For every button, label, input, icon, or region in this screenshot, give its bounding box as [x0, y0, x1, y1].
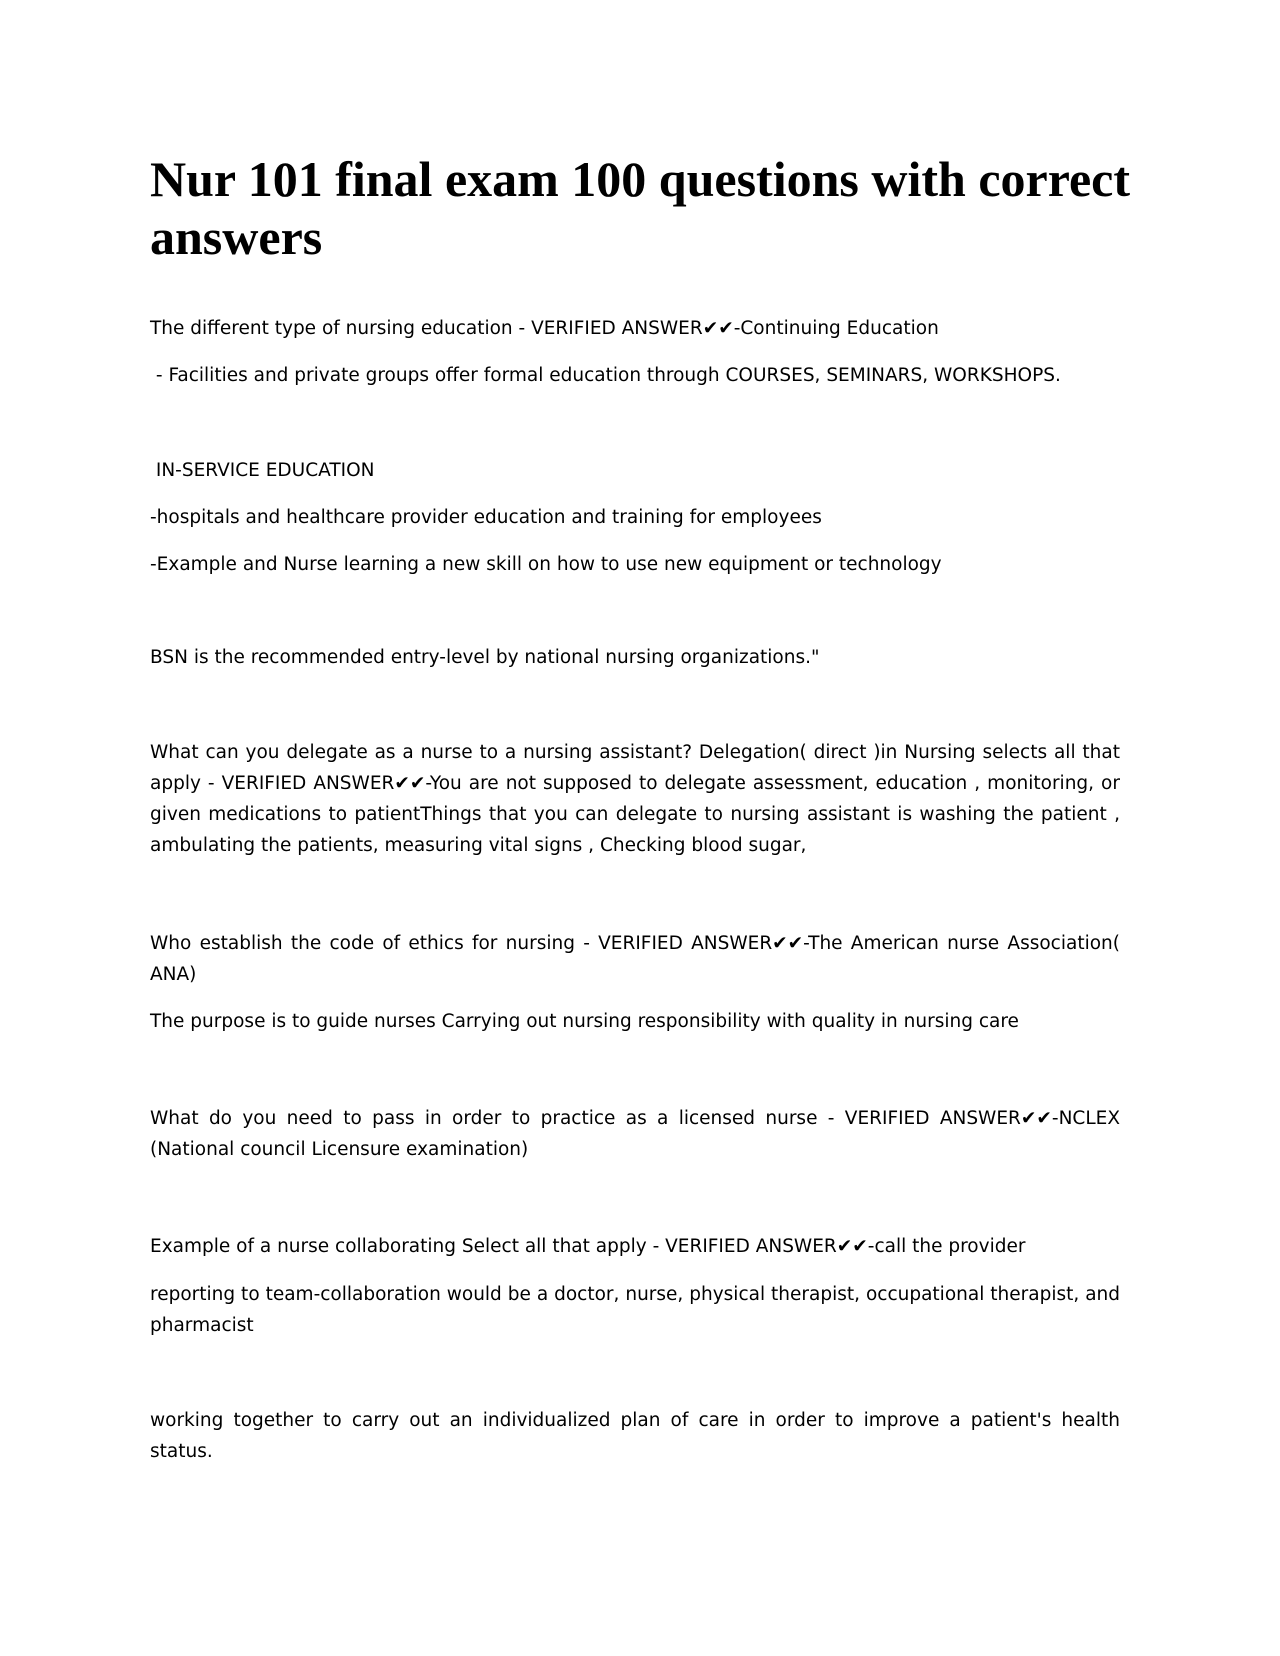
paragraph-bsn: BSN is the recommended entry-level by national nursing organizations.": [150, 647, 820, 668]
paragraph-collaborating: Example of a nurse collaborating Select all that apply - VERIFIED ANSWER✔✔-call the provider: [150, 1236, 1026, 1257]
paragraph-in-service-heading: IN-SERVICE EDUCATION: [150, 460, 375, 481]
paragraph-hospitals: -hospitals and healthcare provider education and training for employees: [150, 507, 822, 528]
page-title: Nur 101 final exam 100 questions with correct answers: [150, 151, 1131, 265]
paragraph-purpose: The purpose is to guide nurses Carrying out nursing responsibility with quality in nursing care: [150, 1011, 1019, 1032]
paragraph-example-equipment: -Example and Nurse learning a new skill on how to use new equipment or technology: [150, 554, 942, 575]
paragraph-nursing-education: The different type of nursing education - VERIFIED ANSWER✔✔-Continuing Education: [150, 318, 939, 339]
paragraph-nclex: What do you need to pass in order to practice as a licensed nurse - VERIFIED ANSWER✔✔-NCLEX (National council Licensure examination): [150, 1108, 1126, 1160]
paragraph-working-together: working together to carry out an individualized plan of care in order to improve a patient's health status.: [150, 1410, 1126, 1462]
paragraph-code-of-ethics: Who establish the code of ethics for nursing - VERIFIED ANSWER✔✔-The American nurse Association( ANA): [150, 933, 1126, 985]
paragraph-delegation: What can you delegate as a nurse to a nursing assistant? Delegation( direct )in Nursing selects all that apply - VERIFIED ANSWER✔✔-You are not supposed to delegate assessment, education , monitoring, or given medications to patientThings that you can delegate to nursing assistant is washing the patient , ambulating the patients, measuring vital signs , Checking blood sugar,: [150, 742, 1126, 856]
paragraph-team-collaboration: reporting to team-collaboration would be a doctor, nurse, physical therapist, occupational therapist, and pharmacist: [150, 1284, 1126, 1336]
paragraph-facilities: - Facilities and private groups offer formal education through COURSES, SEMINARS, WORKSHOPS.: [150, 365, 1061, 386]
